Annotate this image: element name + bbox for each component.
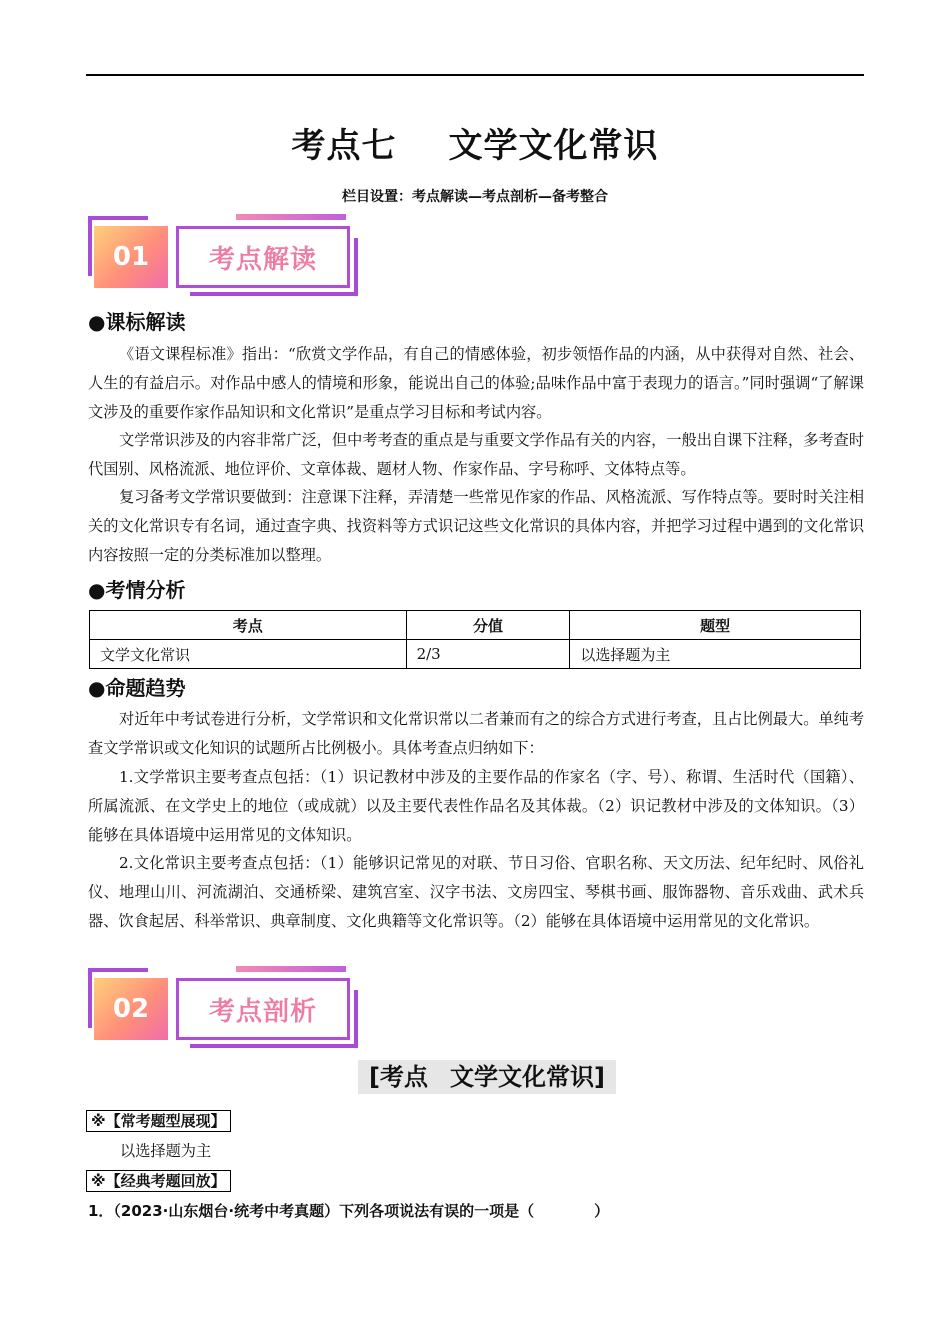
jingdian-label: ※【经典考题回放】 (86, 1170, 231, 1192)
kebiao-para-1: 《语文课程标准》指出：“欣赏文学作品，有自己的情感体验，初步领悟作品的内涵，从中获得对自然、社会、人生的有益启示。对作品中感人的情境和形象，能说出自己的体验;品味作品中富于表现力的语言。”同时强调“了解课文涉及的重要作家作品知识和文化常识”是重点学习目标和考试内容。 (88, 345, 864, 421)
kaodian-title (358, 1060, 616, 1094)
table-cell: 以选择题为主 (570, 640, 861, 669)
section-badge-02 (86, 966, 358, 1048)
badge-label: 考点剖析 (176, 978, 350, 1040)
changkao-text: 以选择题为主 (120, 1142, 212, 1160)
badge-label: 考点解读 (176, 226, 350, 288)
question-1: 1．（2023·山东烟台·统考中考真题）下列各项说法有误的一项是（ ） (88, 1202, 610, 1220)
kaodian-title-right: 文学文化常识] (450, 1063, 605, 1091)
badge-accent-bar (236, 214, 346, 220)
table-header: 考点 (90, 611, 407, 640)
heading-mingti: ●命题趋势 (88, 676, 186, 700)
badge-accent-bar (236, 966, 346, 972)
top-rule (86, 74, 864, 76)
changkao-label: ※【常考题型展现】 (86, 1110, 231, 1132)
mingti-para-2: 1.文学常识主要考查点包括：（1）识记教材中涉及的主要作品的作家名（字、号）、称谓、生活时代（国籍）、所属流派、在文学史上的地位（或成就）以及主要代表性作品名及其体裁。（2）识记教材中涉及的文体知识。（3）能够在具体语境中运用常见的文体知识。 (88, 768, 864, 844)
kebiao-para-3: 复习备考文学常识要做到：注意课下注释，弄清楚一些常见作家的作品、风格流派、写作特点等。要时时关注相关的文化常识专有名词，通过查字典、找资料等方式识记这些文化常识的具体内容，并把学习过程中遇到的文化常识内容按照一定的分类标准加以整理。 (88, 488, 864, 564)
table-cell: 文学文化常识 (90, 640, 407, 669)
table-cell: 2/3 (406, 640, 570, 669)
section-badge-01 (86, 214, 358, 296)
table-header: 题型 (570, 611, 861, 640)
kaodian-title-left: [考点 (369, 1063, 428, 1091)
mingti-para-3: 2.文化常识主要考查点包括：（1）能够识记常见的对联、节日习俗、官职名称、天文历法、纪年纪时、风俗礼仪、地理山川、河流湖泊、交通桥梁、建筑宫室、汉字书法、文房四宝、琴棋书画、服饰器物、音乐戏曲、武术兵器、饮食起居、科举常识、典章制度、文化典籍等文化常识等。（2）能够在具体语境中运用常见的文化常识。 (88, 854, 864, 930)
table-header: 分值 (406, 611, 570, 640)
table-row (90, 640, 861, 669)
page-title (0, 118, 950, 167)
badge-number: 02 (94, 978, 168, 1040)
kebiao-para-2: 文学常识涉及的内容非常广泛，但中考考查的重点是与重要文学作品有关的内容，一般出自课下注释，多考查时代国别、风格流派、地位评价、文章体裁、题材人物、作家作品、字号称呼、文体特点等。 (88, 431, 864, 478)
exam-analysis-table (89, 610, 861, 669)
heading-kebiao: ●课标解读 (88, 310, 186, 334)
table-header-row (90, 611, 861, 640)
title-part2: 文学文化常识 (448, 126, 659, 166)
page-subtitle: 栏目设置：考点解读—考点剖析—备考整合 (342, 189, 608, 205)
heading-kaoqing: ●考情分析 (88, 578, 186, 602)
title-part1: 考点七 (291, 126, 397, 166)
badge-number: 01 (94, 226, 168, 288)
mingti-para-1: 对近年中考试卷进行分析，文学常识和文化常识常以二者兼而有之的综合方式进行考查，且占比例最大。单纯考查文学常识或文化知识的试题所占比例极小。具体考查点归纳如下： (88, 710, 864, 757)
